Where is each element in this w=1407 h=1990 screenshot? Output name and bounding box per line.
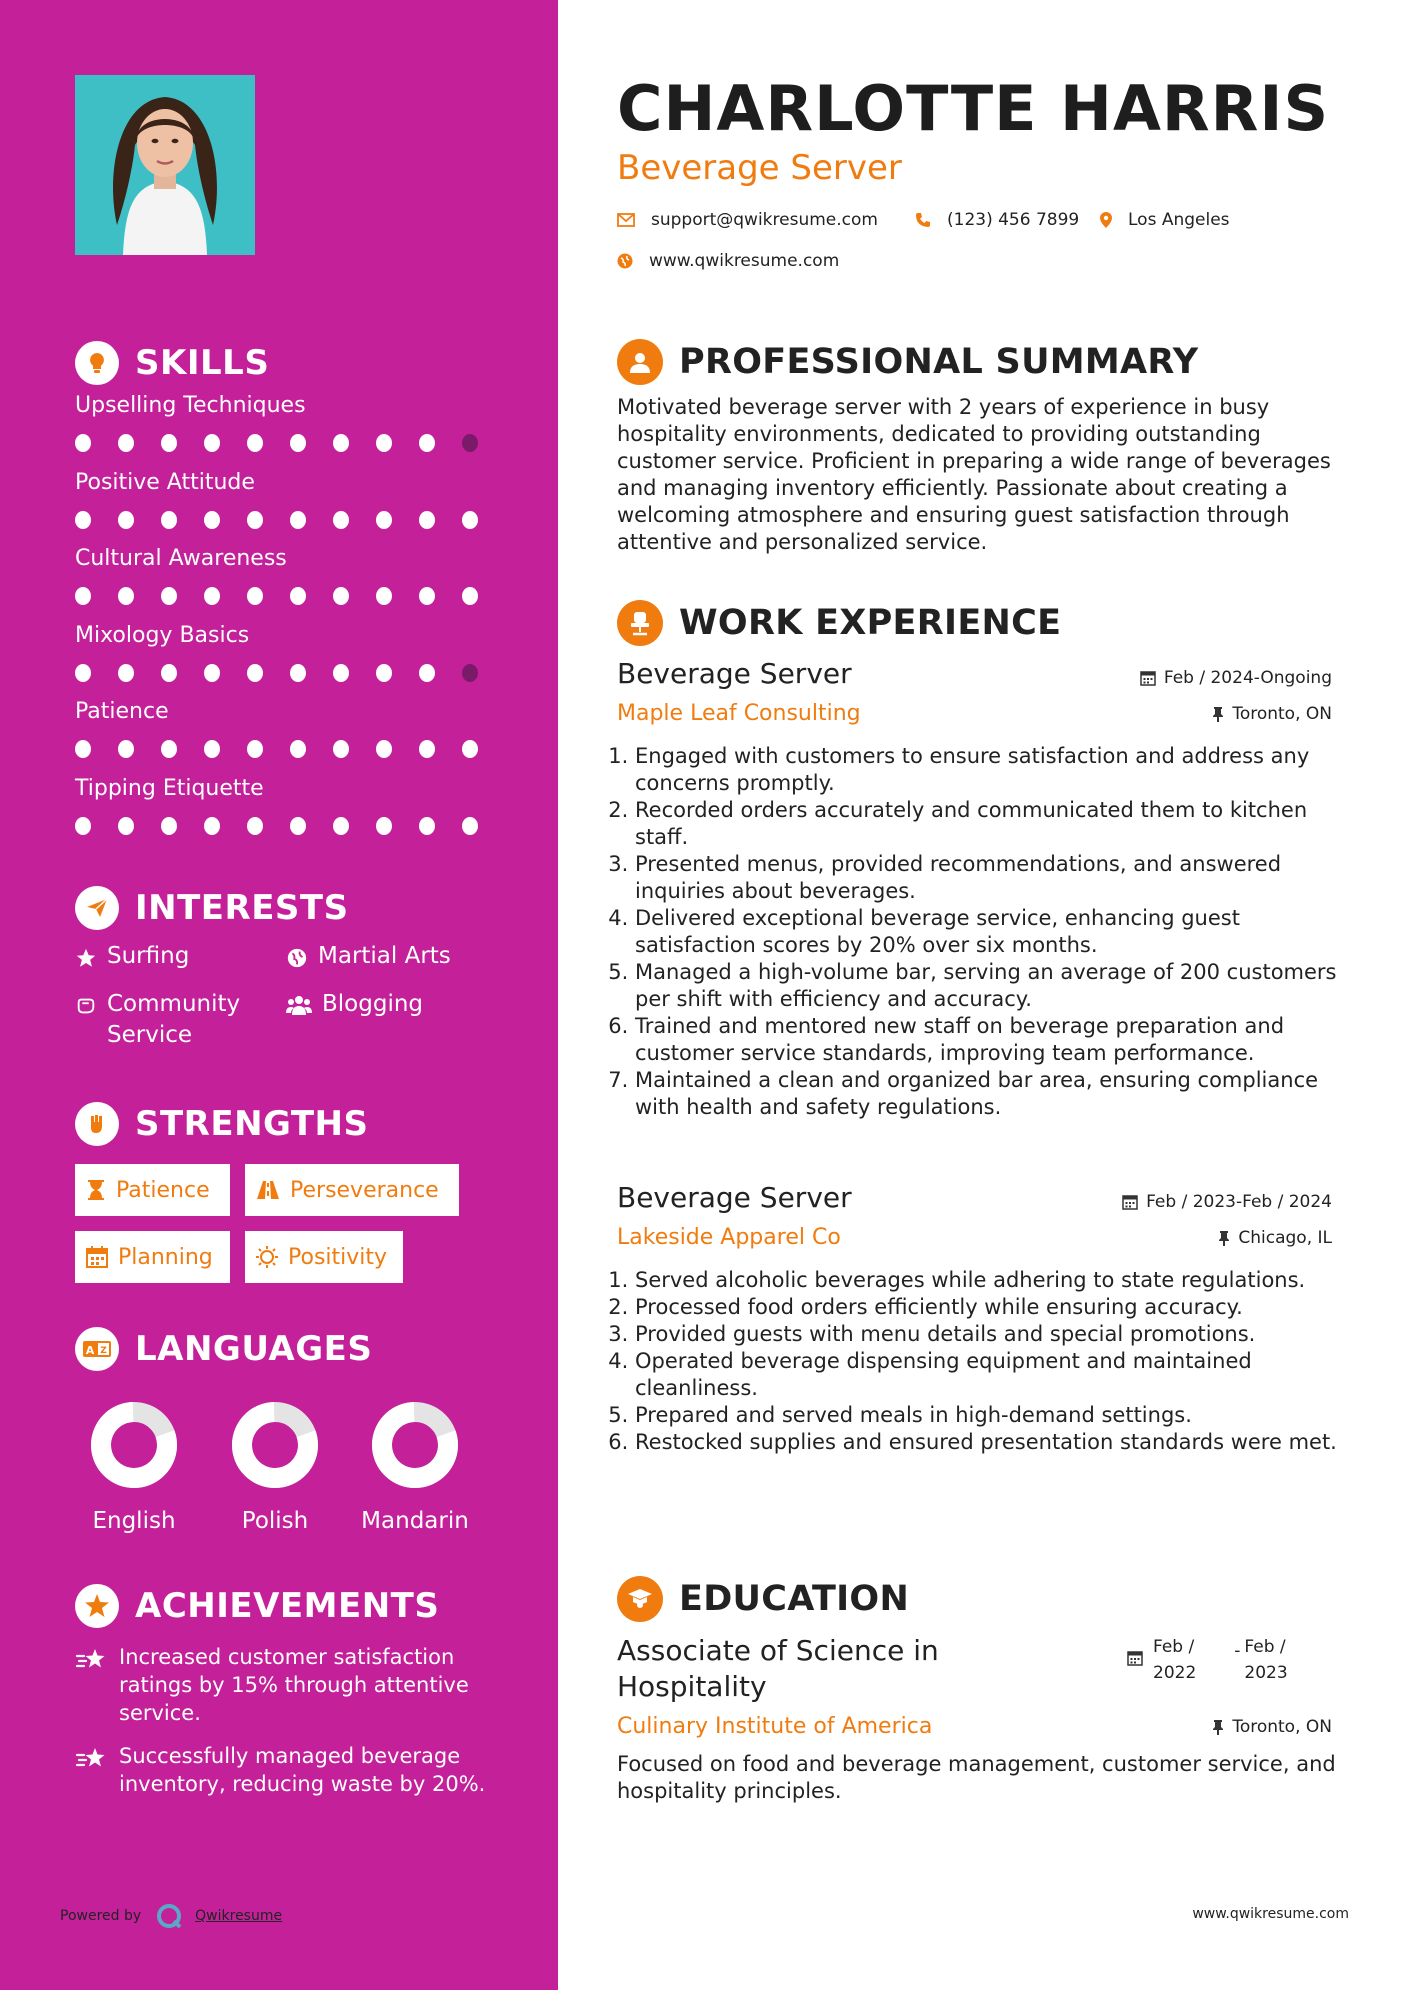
globe-icon bbox=[617, 253, 633, 269]
interest-label: Community Service bbox=[107, 991, 241, 1048]
skill-rating bbox=[75, 664, 505, 682]
rating-dot-filled bbox=[118, 434, 134, 452]
responsibility-item: 7. Maintained a clean and organized bar area, ensuring compliance with health and safety regulations. bbox=[635, 1067, 1365, 1121]
job-dates-text: Feb / 2024-Ongoing bbox=[1163, 668, 1332, 688]
strength-label: Planning bbox=[118, 1244, 213, 1270]
responsibility-item: 2. Recorded orders accurately and communicated them to kitchen staff. bbox=[635, 797, 1365, 851]
email-text: support@qwikresume.com bbox=[651, 210, 878, 230]
rating-dot-filled bbox=[247, 511, 263, 529]
rating-dot-filled bbox=[290, 740, 306, 758]
fist-icon bbox=[75, 1102, 119, 1146]
rating-dot-filled bbox=[161, 511, 177, 529]
achievements-header bbox=[75, 1584, 439, 1628]
pushpin-icon bbox=[1218, 1230, 1230, 1246]
job-location bbox=[1212, 704, 1332, 724]
rating-dot-filled bbox=[75, 587, 91, 605]
achievement-text: Successfully managed beverage inventory, reducing waste by 20%. bbox=[119, 1744, 486, 1796]
job-company: Lakeside Apparel Co bbox=[617, 1225, 841, 1250]
responsibility-item: 6. Restocked supplies and ensured presentation standards were met. bbox=[635, 1429, 1365, 1456]
rating-dot-filled bbox=[462, 511, 478, 529]
responsibility-item: 3. Provided guests with menu details and special promotions. bbox=[635, 1321, 1365, 1348]
responsibility-item: 1. Engaged with customers to ensure satisfaction and address any concerns promptly. bbox=[635, 743, 1365, 797]
award-star-icon bbox=[75, 1584, 119, 1628]
interests-header bbox=[75, 886, 349, 930]
degree-line-2: Hospitality bbox=[617, 1670, 767, 1703]
education-end-month: Feb / bbox=[1244, 1637, 1286, 1657]
responsibility-item: 4. Delivered exceptional beverage service, enhancing guest satisfaction scores by 20% over six months. bbox=[635, 905, 1365, 959]
rating-dot-filled bbox=[75, 817, 91, 835]
rating-dot-filled bbox=[333, 664, 349, 682]
rating-dot-filled bbox=[419, 817, 435, 835]
rating-dot-filled bbox=[118, 817, 134, 835]
responsibility-item: 3. Presented menus, provided recommendations, and answered inquiries about beverages. bbox=[635, 851, 1365, 905]
contact-website[interactable] bbox=[617, 251, 839, 271]
achievement-item bbox=[75, 1643, 515, 1727]
calendar-icon bbox=[1127, 1650, 1143, 1666]
skill-item bbox=[75, 546, 505, 605]
rating-dot-filled bbox=[376, 587, 392, 605]
rating-dot-filled bbox=[161, 434, 177, 452]
experience-title: WORK EXPERIENCE bbox=[679, 603, 1062, 643]
location-text: Los Angeles bbox=[1128, 210, 1230, 230]
rating-dot-filled bbox=[75, 434, 91, 452]
languages-title: LANGUAGES bbox=[135, 1329, 373, 1369]
school-name: Culinary Institute of America bbox=[617, 1714, 933, 1739]
sun-icon bbox=[256, 1246, 278, 1268]
language-item bbox=[345, 1400, 485, 1534]
hand-icon bbox=[75, 995, 97, 1017]
qwikresume-link[interactable]: Qwikresume bbox=[195, 1908, 283, 1924]
rating-dot-filled bbox=[376, 511, 392, 529]
rating-dot-filled bbox=[247, 587, 263, 605]
globe-icon bbox=[286, 947, 308, 969]
skill-rating bbox=[75, 740, 505, 758]
date-separator: - bbox=[1234, 1641, 1241, 1661]
rating-dot-filled bbox=[204, 664, 220, 682]
rating-dot-filled bbox=[333, 434, 349, 452]
translate-icon bbox=[75, 1327, 119, 1371]
skill-rating bbox=[75, 434, 505, 452]
education-header bbox=[617, 1576, 909, 1622]
skill-name: Tipping Etiquette bbox=[75, 775, 264, 801]
job-location-text: Toronto, ON bbox=[1232, 704, 1332, 724]
job-title: Beverage Server bbox=[617, 1181, 852, 1214]
rating-dot-filled bbox=[333, 740, 349, 758]
language-name: Polish bbox=[241, 1508, 309, 1534]
skill-name: Mixology Basics bbox=[75, 622, 250, 648]
languages-header bbox=[75, 1327, 372, 1371]
candidate-role: Beverage Server bbox=[617, 148, 902, 188]
rating-dot-filled bbox=[247, 434, 263, 452]
strengths-title: STRENGTHS bbox=[135, 1104, 369, 1144]
achievement-text: Increased customer satisfaction ratings by 15% through attentive service. bbox=[119, 1645, 469, 1725]
powered-by-label: Powered by bbox=[60, 1908, 142, 1924]
rating-dot-filled bbox=[290, 587, 306, 605]
profile-photo bbox=[75, 75, 255, 255]
rating-dot-filled bbox=[75, 664, 91, 682]
strength-perseverance bbox=[245, 1164, 459, 1216]
education-end bbox=[1244, 1634, 1287, 1686]
skill-item bbox=[75, 623, 505, 682]
person-portrait bbox=[75, 75, 255, 255]
graduation-icon bbox=[617, 1576, 663, 1622]
user-icon bbox=[617, 339, 663, 385]
summary-text: Motivated beverage server with 2 years of experience in busy hospitality environments, dedicated to providing outstanding customer service. Proficient in preparing a wide range of beverages and managing inventory efficiently. Passionate about creating a welcoming atmosphere and ensuring guest satisfaction through attentive and personalized service. bbox=[617, 395, 1331, 554]
rating-dot-filled bbox=[290, 511, 306, 529]
interest-label: Martial Arts bbox=[318, 943, 451, 969]
website-text: www.qwikresume.com bbox=[649, 251, 840, 271]
education-end-year: 2023 bbox=[1244, 1663, 1288, 1683]
rating-dot-filled bbox=[204, 740, 220, 758]
footer-website[interactable]: www.qwikresume.com bbox=[1192, 1906, 1349, 1922]
experience-header bbox=[617, 600, 1061, 646]
rating-dot-filled bbox=[376, 817, 392, 835]
strength-patience bbox=[75, 1164, 230, 1216]
skill-rating bbox=[75, 587, 505, 605]
language-level-ring bbox=[370, 1400, 460, 1490]
interest-label: Surfing bbox=[107, 943, 190, 969]
contact-email[interactable] bbox=[617, 210, 878, 230]
interest-martial-arts bbox=[286, 941, 451, 972]
rating-dot-filled bbox=[419, 587, 435, 605]
rating-dot-filled bbox=[161, 817, 177, 835]
calendar-icon bbox=[1140, 670, 1156, 686]
rating-dot-filled bbox=[290, 817, 306, 835]
summary-header bbox=[617, 339, 1198, 385]
responsibility-item: 1. Served alcoholic beverages while adhering to state regulations. bbox=[635, 1267, 1365, 1294]
education-title: EDUCATION bbox=[679, 1579, 910, 1619]
svg-text:Z: Z bbox=[100, 1346, 107, 1356]
education-start-month: Feb / bbox=[1153, 1637, 1195, 1657]
responsibility-item: 5. Prepared and served meals in high-demand settings. bbox=[635, 1402, 1365, 1429]
rating-dot-filled bbox=[376, 434, 392, 452]
interest-label: Blogging bbox=[322, 991, 424, 1017]
candidate-name: CHARLOTTE HARRIS bbox=[617, 72, 1330, 145]
skill-name: Patience bbox=[75, 699, 169, 724]
sidebar bbox=[0, 0, 558, 1990]
shooting-star-icon bbox=[75, 1647, 109, 1673]
job-location-text: Chicago, IL bbox=[1238, 1228, 1332, 1248]
responsibility-item: 4. Operated beverage dispensing equipment and maintained cleanliness. bbox=[635, 1348, 1365, 1402]
responsibility-item: 6. Trained and mentored new staff on beverage preparation and customer service standards, improving team performance. bbox=[635, 1013, 1365, 1067]
achievements-title: ACHIEVEMENTS bbox=[135, 1586, 440, 1626]
rating-dot-empty bbox=[462, 664, 478, 682]
strengths-header bbox=[75, 1102, 369, 1146]
job-company: Maple Leaf Consulting bbox=[617, 701, 861, 726]
users-icon bbox=[286, 995, 312, 1017]
phone-text: (123) 456 7899 bbox=[947, 210, 1080, 230]
rating-dot-filled bbox=[161, 664, 177, 682]
skill-item bbox=[75, 470, 505, 529]
rating-dot-filled bbox=[419, 434, 435, 452]
contact-phone[interactable] bbox=[915, 210, 1079, 230]
strength-positivity bbox=[245, 1231, 403, 1283]
calendar-icon bbox=[1122, 1194, 1138, 1210]
pushpin-icon bbox=[1212, 1719, 1224, 1735]
rating-dot-filled bbox=[333, 511, 349, 529]
language-level-ring bbox=[230, 1400, 320, 1490]
language-name: Mandarin bbox=[361, 1508, 469, 1534]
rating-dot-filled bbox=[204, 434, 220, 452]
summary-title: PROFESSIONAL SUMMARY bbox=[679, 342, 1199, 382]
education-start-year: 2022 bbox=[1153, 1663, 1197, 1683]
phone-icon bbox=[915, 212, 931, 228]
rating-dot-filled bbox=[333, 817, 349, 835]
road-icon bbox=[256, 1180, 280, 1200]
language-level-ring bbox=[89, 1400, 179, 1490]
rating-dot-filled bbox=[75, 511, 91, 529]
powered-by bbox=[60, 1902, 282, 1930]
skill-rating bbox=[75, 817, 505, 835]
education-description: Focused on food and beverage management, customer service, and hospitality principles. bbox=[617, 1752, 1336, 1803]
rating-dot-filled bbox=[462, 587, 478, 605]
rating-dot-filled bbox=[204, 511, 220, 529]
rating-dot-filled bbox=[419, 740, 435, 758]
rating-dot-filled bbox=[118, 740, 134, 758]
responsibility-item: 5. Managed a high-volume bar, serving an average of 200 customers per shift with efficiency and accuracy. bbox=[635, 959, 1365, 1013]
rating-dot-filled bbox=[462, 817, 478, 835]
responsibility-item: 2. Processed food orders efficiently while ensuring accuracy. bbox=[635, 1294, 1365, 1321]
strength-label: Positivity bbox=[288, 1244, 388, 1270]
rating-dot-filled bbox=[247, 817, 263, 835]
envelope-icon bbox=[617, 213, 635, 227]
rating-dot-filled bbox=[75, 740, 91, 758]
degree-title bbox=[617, 1633, 939, 1705]
rating-dot-filled bbox=[161, 740, 177, 758]
language-name: English bbox=[92, 1508, 176, 1534]
rating-dot-filled bbox=[419, 511, 435, 529]
achievement-item bbox=[75, 1742, 515, 1798]
education-dates bbox=[1127, 1634, 1288, 1686]
star-icon bbox=[75, 947, 97, 969]
rating-dot-filled bbox=[333, 587, 349, 605]
qwikresume-logo-icon bbox=[155, 1902, 183, 1930]
rating-dot-filled bbox=[118, 664, 134, 682]
job-responsibilities bbox=[617, 743, 1365, 1121]
education-start bbox=[1153, 1634, 1196, 1686]
skill-item bbox=[75, 393, 505, 452]
hourglass-icon bbox=[86, 1179, 106, 1201]
job-responsibilities bbox=[617, 1267, 1365, 1456]
calendar-icon bbox=[86, 1246, 108, 1268]
rating-dot-filled bbox=[204, 817, 220, 835]
rating-dot-filled bbox=[118, 587, 134, 605]
skill-item bbox=[75, 699, 505, 758]
lightbulb-icon bbox=[75, 341, 119, 385]
pushpin-icon bbox=[1212, 706, 1224, 722]
language-item bbox=[64, 1400, 204, 1534]
job-dates bbox=[1140, 668, 1332, 688]
contact-location bbox=[1100, 210, 1230, 230]
rating-dot-filled bbox=[247, 740, 263, 758]
school-location-text: Toronto, ON bbox=[1232, 1717, 1332, 1737]
skills-header bbox=[75, 341, 269, 385]
strength-label: Patience bbox=[116, 1177, 210, 1203]
interest-community-service bbox=[75, 989, 265, 1051]
rating-dot-filled bbox=[376, 740, 392, 758]
rating-dot-filled bbox=[118, 511, 134, 529]
job-dates-text: Feb / 2023-Feb / 2024 bbox=[1146, 1192, 1332, 1212]
language-item bbox=[205, 1400, 345, 1534]
degree-line-1: Associate of Science in bbox=[617, 1634, 939, 1667]
svg-text:A: A bbox=[85, 1344, 95, 1357]
interest-surfing bbox=[75, 941, 189, 972]
shooting-star-icon bbox=[75, 1746, 109, 1772]
skill-name: Positive Attitude bbox=[75, 469, 255, 495]
school-location bbox=[1212, 1717, 1332, 1737]
office-chair-icon bbox=[617, 600, 663, 646]
interests-title: INTERESTS bbox=[135, 888, 349, 928]
rating-dot-filled bbox=[204, 587, 220, 605]
job-dates bbox=[1122, 1192, 1332, 1212]
rating-dot-filled bbox=[290, 434, 306, 452]
skill-rating bbox=[75, 511, 505, 529]
rating-dot-filled bbox=[419, 664, 435, 682]
rating-dot-empty bbox=[462, 434, 478, 452]
strength-planning bbox=[75, 1231, 230, 1283]
rating-dot-filled bbox=[462, 740, 478, 758]
job-location bbox=[1218, 1228, 1332, 1248]
job-title: Beverage Server bbox=[617, 657, 852, 690]
rating-dot-filled bbox=[290, 664, 306, 682]
map-pin-icon bbox=[1100, 212, 1112, 228]
skill-name: Cultural Awareness bbox=[75, 546, 287, 571]
rating-dot-filled bbox=[161, 587, 177, 605]
interest-blogging bbox=[286, 989, 423, 1020]
skill-name: Upselling Techniques bbox=[75, 393, 306, 418]
skills-title: SKILLS bbox=[135, 343, 270, 383]
skill-item bbox=[75, 776, 505, 835]
paper-plane-icon bbox=[75, 886, 119, 930]
rating-dot-filled bbox=[376, 664, 392, 682]
rating-dot-filled bbox=[247, 664, 263, 682]
strength-label: Perseverance bbox=[290, 1177, 439, 1203]
